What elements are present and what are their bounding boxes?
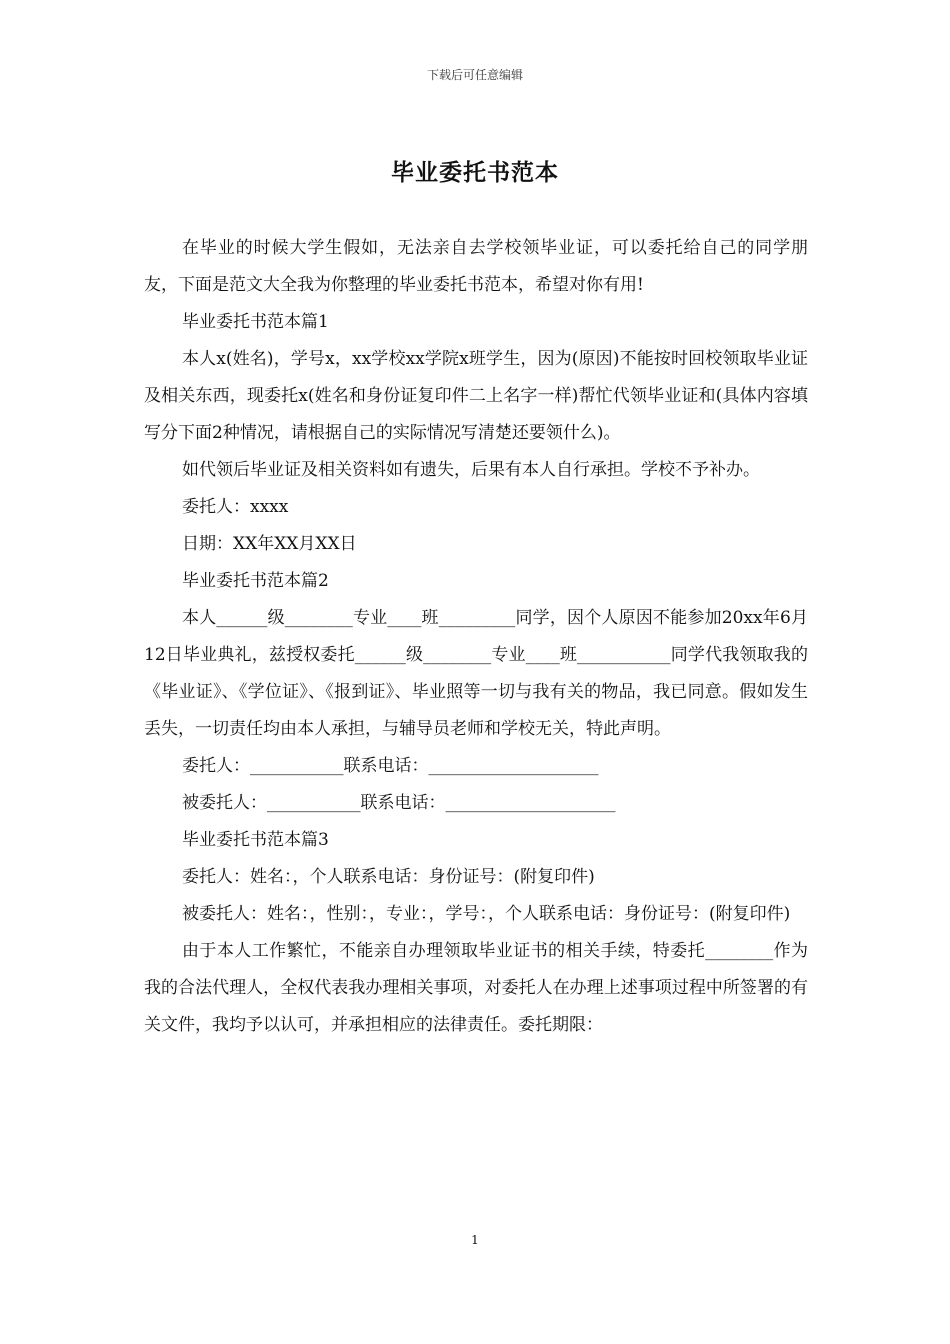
page-number: 1 (471, 1233, 479, 1247)
principal-info-line: 委托人：姓名：，个人联系电话：身份证号：(附复印件) (182, 867, 595, 887)
page-header-note: 下载后可任意编辑 (426, 68, 523, 82)
agent-contact-line: 被委托人：___________联系电话：____________________ (182, 793, 616, 813)
section-heading-2: 毕业委托书范本篇2 (182, 571, 329, 591)
date-line: 日期：XX年XX月XX日 (182, 534, 357, 554)
paragraph: 如代领后毕业证及相关资料如有遗失，后果有本人自行承担。学校不予补办。 (182, 460, 760, 480)
paragraph: 由于本人工作繁忙，不能亲自办理领取毕业证书的相关手续，特委托________作为我的合法代理人，全权代表我办理相关事项，对委托人在办理上述事项过程中所签署的有关文件，我均予以认可，并承担相应的法律责任。委托期限： (144, 941, 808, 1035)
document-body (144, 230, 808, 1044)
document-title: 毕业委托书范本 (391, 159, 559, 186)
agent-info-line: 被委托人：姓名：，性别：，专业：，学号：，个人联系电话：身份证号：(附复印件) (182, 904, 791, 924)
paragraph: 本人______级________专业____班_________同学，因个人原因不能参加20xx年6月12日毕业典礼，兹授权委托______级________专业____班___________同学代我领取我的《毕业证》、《学位证》、《报到证》、毕业照等一切与我有关的物品，我已同意。假如发生丢失，一切责任均由本人承担，与辅导员老师和学校无关，特此声明。 (144, 608, 808, 739)
section-heading-3: 毕业委托书范本篇3 (182, 830, 329, 850)
intro-paragraph: 在毕业的时候大学生假如，无法亲自去学校领毕业证，可以委托给自己的同学朋友，下面是范文大全我为你整理的毕业委托书范本，希望对你有用! (144, 238, 808, 295)
paragraph: 本人x(姓名)，学号x，xx学校xx学院x班学生，因为(原因)不能按时回校领取毕业证及相关东西，现委托x(姓名和身份证复印件二上名字一样)帮忙代领毕业证和(具体内容填写分下面2种情况，请根据自己的实际情况写清楚还要领什么)。 (144, 349, 808, 443)
principal-line: 委托人：xxxx (182, 497, 289, 517)
principal-contact-line: 委托人：___________联系电话：____________________ (182, 756, 599, 776)
section-heading-1: 毕业委托书范本篇1 (182, 312, 329, 332)
